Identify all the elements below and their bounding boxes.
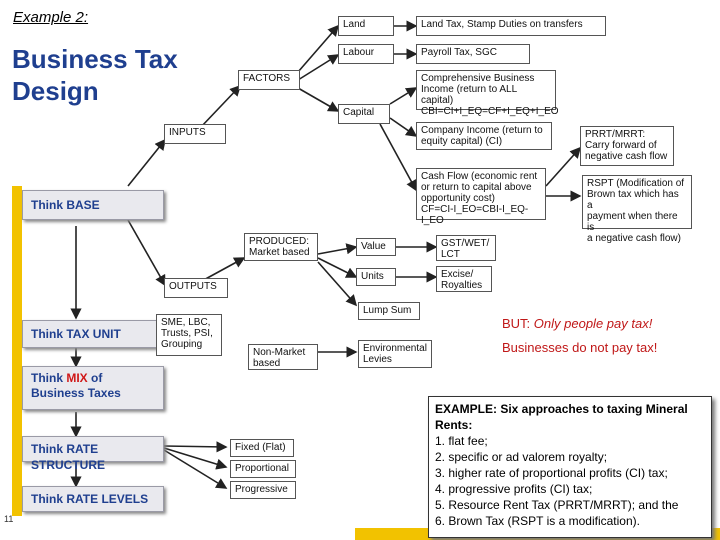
example-item: 1. flat fee;: [435, 434, 488, 448]
tax-unit-list-node: SME, LBC, Trusts, PSI, Grouping: [156, 314, 222, 356]
think-mix-line2: Business Taxes: [31, 386, 121, 400]
cbit-node: Comprehensive Business Income (return to ALL capital) CBI=CI+I_EQ=CF+I_EQ+I_EO: [416, 70, 556, 110]
example-box: [428, 396, 712, 538]
prrt-node: PRRT/MRRT: Carry forward of negative cash flow: [580, 126, 674, 166]
fixed-node: Fixed (Flat): [230, 439, 294, 457]
produced-node: PRODUCED: Market based: [244, 233, 318, 261]
environmental-node: Environmental Levies: [358, 340, 432, 368]
labour-node: Labour: [338, 44, 394, 64]
proportional-node: Proportional: [230, 460, 296, 478]
units-node: Units: [356, 268, 396, 286]
excise-node: Excise/ Royalties: [436, 266, 492, 292]
think-mix-of: of: [87, 371, 103, 385]
rspt-node: RSPT (Modification of Brown tax which has a payment when there is a negative cash flow): [582, 175, 692, 229]
land-node: Land: [338, 16, 394, 36]
page-number: 11: [4, 514, 14, 524]
land-tax-node: Land Tax, Stamp Duties on transfers: [416, 16, 606, 36]
example-label: Example 2:: [13, 9, 89, 26]
but-italic: Only people pay tax!: [533, 316, 653, 331]
non-market-node: Non-Market based: [248, 344, 318, 370]
example-item: 5. Resource Rent Tax (PRRT/MRRT); and the: [435, 498, 679, 512]
think-mix-word: MIX: [66, 371, 88, 385]
example-item: 2. specific or ad valorem royalty;: [435, 450, 608, 464]
gst-node: GST/WET/ LCT: [436, 235, 496, 261]
think-mix-prefix: Think: [31, 371, 67, 385]
but-note-line1: [502, 316, 652, 331]
progressive-node: Progressive: [230, 481, 296, 499]
example-item: 3. higher rate of proportional profits (CI) tax;: [435, 466, 668, 480]
inputs-node: INPUTS: [164, 124, 226, 144]
think-base-box: Think BASE: [22, 190, 164, 220]
page-title-line2: Design: [12, 76, 99, 106]
capital-node: Capital: [338, 104, 390, 124]
think-rate-levels-box: Think RATE LEVELS: [22, 486, 164, 512]
think-tax-unit-box: Think TAX UNIT: [22, 320, 164, 348]
example-item: 4. progressive profits (CI) tax;: [435, 482, 593, 496]
factors-node: FACTORS: [238, 70, 300, 90]
but-prefix: BUT:: [502, 316, 534, 331]
lump-sum-node: Lump Sum: [358, 302, 420, 320]
but-note-line2: Businesses do not pay tax!: [502, 340, 658, 355]
think-rate-structure-box: Think RATE STRUCTURE: [22, 436, 164, 462]
outputs-node: OUTPUTS: [164, 278, 228, 298]
think-mix-box: [22, 366, 164, 410]
value-node: Value: [356, 238, 396, 256]
cash-flow-node: Cash Flow (economic rent or return to capital above opportunity cost) CF=CI-I_EO=CBI-I_EQ-I_EO: [416, 168, 546, 220]
page-title-line1: Business Tax: [12, 44, 178, 74]
company-income-node: Company Income (return to equity capital) (CI): [416, 122, 552, 150]
payroll-tax-node: Payroll Tax, SGC: [416, 44, 530, 64]
example-box-heading: EXAMPLE: Six approaches to taxing Mineral Rents:: [435, 402, 688, 432]
example-item: 6. Brown Tax (RSPT is a modification).: [435, 514, 640, 528]
